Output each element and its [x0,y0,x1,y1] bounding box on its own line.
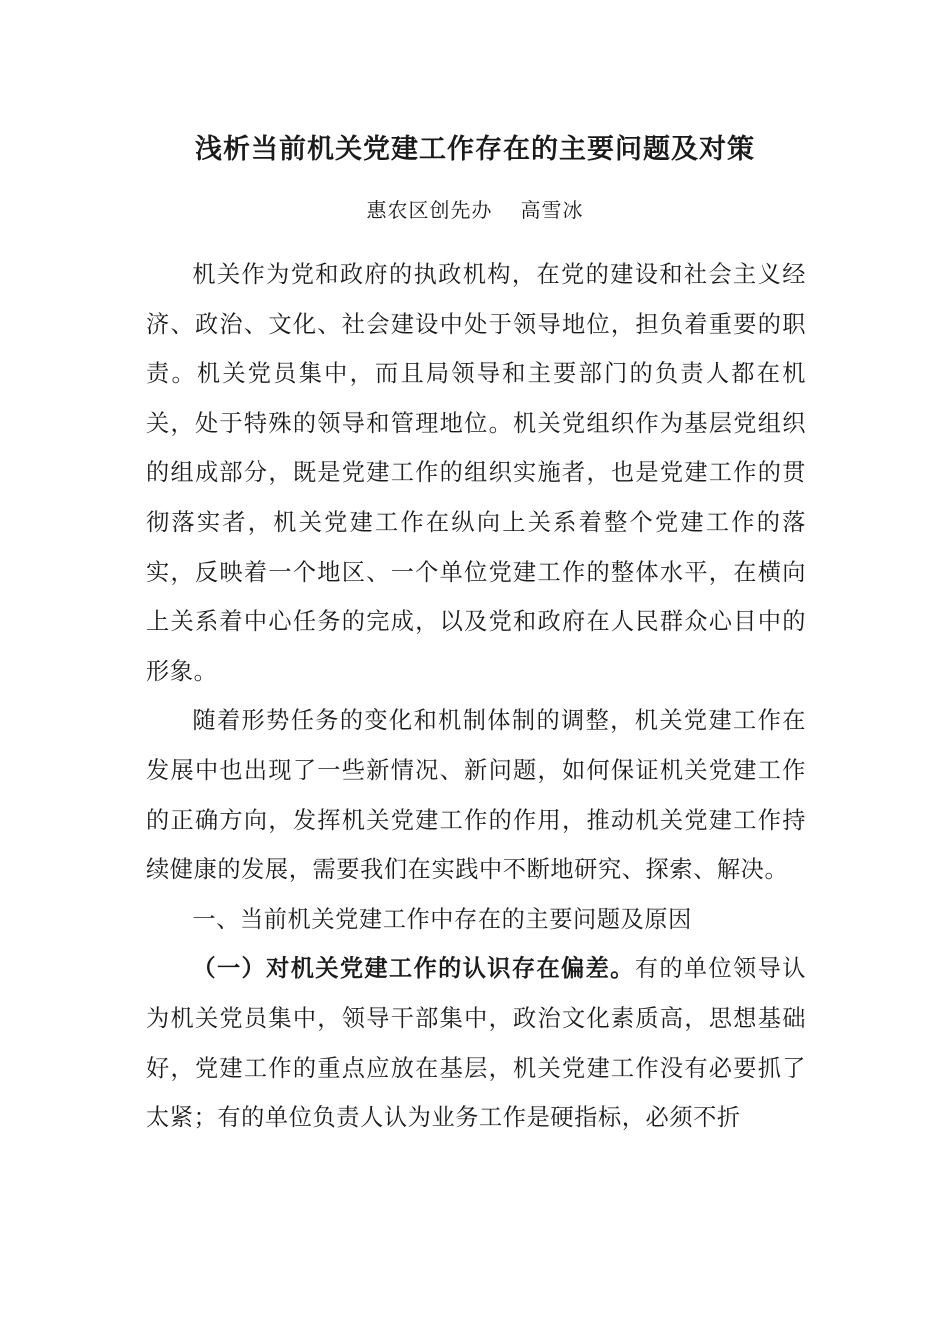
subsection-label: （一）对机关党建工作的认识存在偏差。 [192,955,635,983]
author-line [0,194,950,226]
author-name: 高雪冰 [520,198,584,222]
author-org: 惠农区创先办 [366,198,493,222]
document-body [146,250,806,1143]
paragraph-2: 随着形势任务的变化和机制体制的调整，机关党建工作在发展中也出现了一些新情况、新问题，如何保证机关党建工作的正确方向，发挥机关党建工作的作用，推动机关党建工作持续健康的发展，需要我们在实践中不断地研究、探索、解决。 [146,707,806,884]
section-heading: 一、当前机关党建工作中存在的主要问题及原因 [192,905,692,933]
document-title: 浅析当前机关党建工作存在的主要问题及对策 [195,134,755,165]
subsection-paragraph [146,944,806,1142]
paragraph-1: 机关作为党和政府的执政机构，在党的建设和社会主义经济、政治、文化、社会建设中处于领导地位，担负着重要的职责。机关党员集中，而且局领导和主要部门的负责人都在机关，处于特殊的领导和管理地位。机关党组织作为基层党组织的组成部分，既是党建工作的组织实施者，也是党建工作的贯彻落实者，机关党建工作在纵向上关系着整个党建工作的落实，反映着一个地区、一个单位党建工作的整体水平，在横向上关系着中心任务的完成，以及党和政府在人民群众心目中的形象。 [146,261,806,685]
subsection-text: 有的单位领导认为机关党员集中，领导干部集中，政治文化素质高，思想基础好，党建工作的重点应放在基层，机关党建工作没有必要抓了太紧；有的单位负责人认为业务工作是硬指标，必须不折 [146,955,806,1132]
